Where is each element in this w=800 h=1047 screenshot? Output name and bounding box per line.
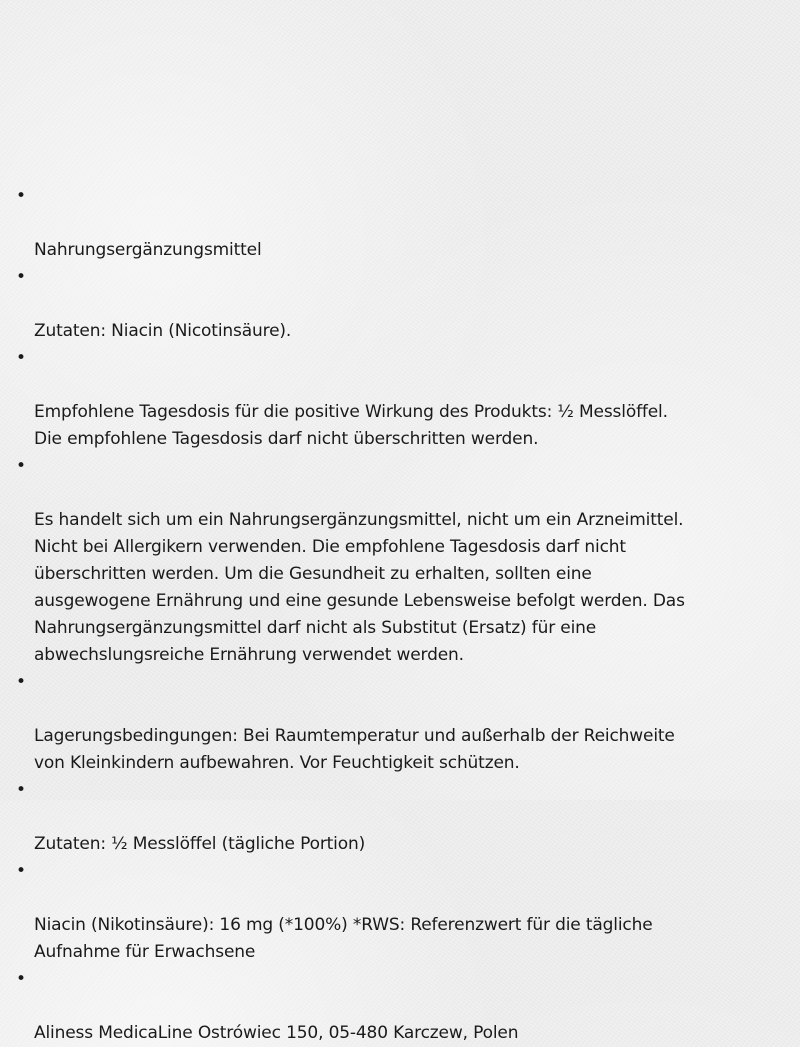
list-item-text: Es handelt sich um ein Nahrungsergänzungsmittel, nicht um ein Arzneimittel. Nicht bei Allergikern verwenden. Die empfohlene Tagesdosis darf nicht überschritten werden. Um die Gesundheit zu erhalten, sollten eine ausgewogene Ernährung und eine gesunde Lebensweise befolgt werden. Das Nahrungsergänzungsmittel darf nicht als Substitut (Ersatz) für eine abwechslungsreiche Ernährung verwendet werden. (34, 510, 685, 665)
list-item-text: Zutaten: ½ Messlöffel (tägliche Portion) (34, 834, 366, 854)
list-item-text: Empfohlene Tagesdosis für die positive Wirkung des Produkts: ½ Messlöffel. Die empfohlene Tagesdosis darf nicht überschritten werden. (34, 402, 668, 449)
bullet-icon: • (16, 348, 26, 368)
list-item-text: Lagerungsbedingungen: Bei Raumtemperatur und außerhalb der Reichweite von Kleinkindern aufbewahren. Vor Feuchtigkeit schützen. (34, 726, 675, 773)
list-item (12, 777, 798, 858)
bullet-icon: • (16, 456, 26, 476)
bullet-icon: • (16, 267, 26, 287)
list-item (12, 345, 798, 453)
list-item (12, 183, 798, 264)
list-item-text: Niacin (Nikotinsäure): 16 mg (*100%) *RWS: Referenzwert für die tägliche Aufnahme für Erwachsene (34, 915, 653, 962)
list-item (12, 858, 798, 966)
bullet-icon: • (16, 672, 26, 692)
bullet-icon: • (16, 969, 26, 989)
bullet-icon: • (16, 861, 26, 881)
list-item-text: Nahrungsergänzungsmittel (34, 240, 262, 260)
list-item-text: Aliness MedicaLine Ostrówiec 150, 05-480 Karczew, Polen (34, 1023, 519, 1043)
bullet-icon: • (16, 780, 26, 800)
list-item (12, 453, 798, 669)
list-item (12, 966, 798, 1047)
product-info-list (12, 183, 798, 1047)
bullet-icon: • (16, 186, 26, 206)
list-item (12, 264, 798, 345)
product-info-panel (12, 183, 798, 1047)
list-item (12, 669, 798, 777)
list-item-text: Zutaten: Niacin (Nicotinsäure). (34, 321, 292, 341)
